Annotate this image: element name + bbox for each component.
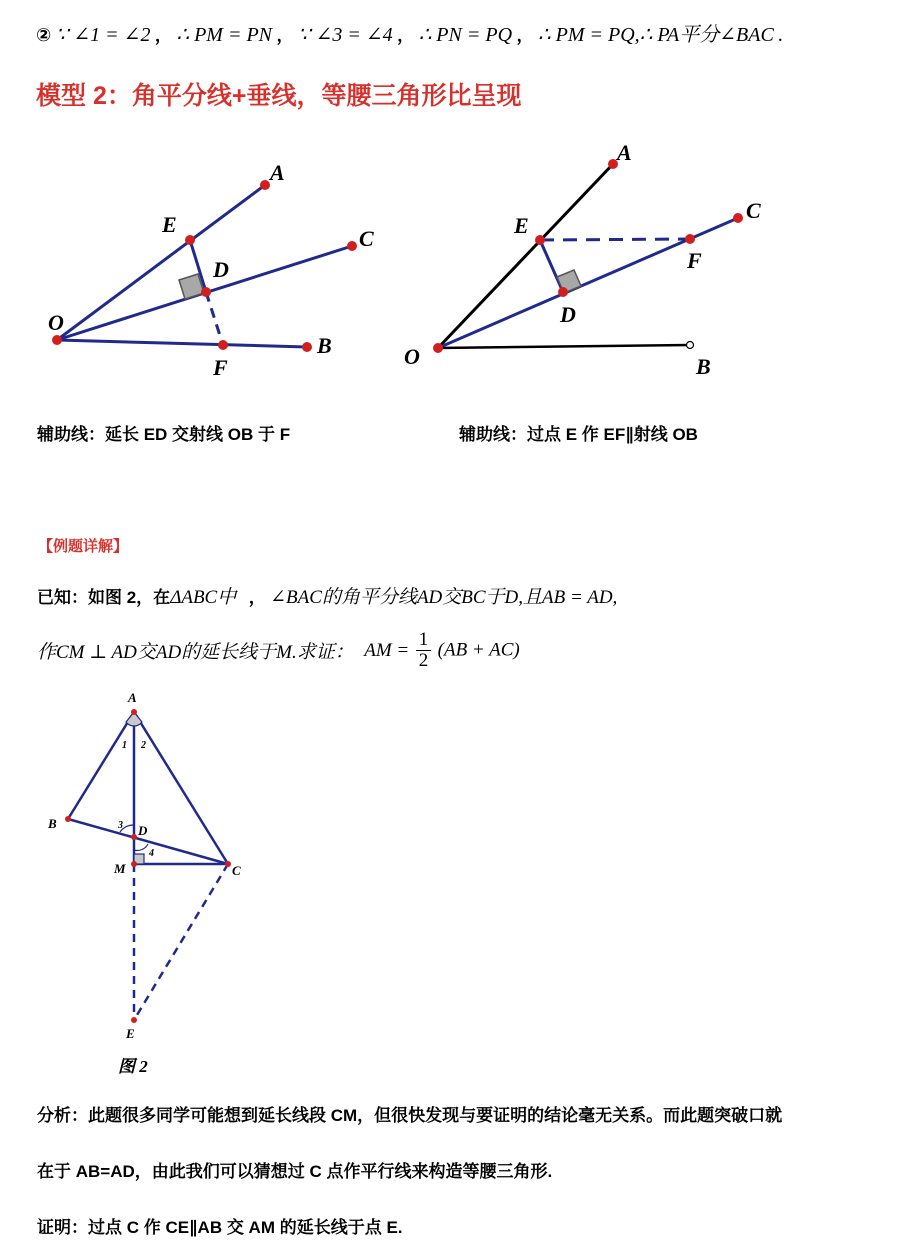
- label-f: F: [213, 355, 228, 380]
- circled-marker: ②: [36, 25, 52, 45]
- construct-line: [37, 630, 520, 671]
- given-lead: 已知：如图 2，在: [37, 588, 171, 607]
- point-d: [558, 287, 568, 297]
- prove-lhs: AM =: [364, 639, 410, 661]
- dashed-ef: [540, 239, 690, 240]
- prove-rhs: (AB + AC): [437, 639, 520, 661]
- endpoint-b: [687, 342, 694, 349]
- label-c: C: [746, 198, 761, 223]
- caption-right: 辅助线：过点 E 作 EF∥射线 OB: [459, 425, 698, 444]
- label-angle-3: 3: [118, 820, 123, 831]
- point-c: [347, 241, 357, 251]
- point-e: [185, 235, 195, 245]
- label-b: B: [696, 354, 711, 379]
- figure2-caption: 图 2: [118, 1057, 148, 1076]
- angle-arc-4: [134, 844, 148, 850]
- label-a: A: [270, 160, 285, 185]
- example-heading: 【例题详解】: [38, 538, 129, 555]
- point-f: [685, 234, 695, 244]
- label-b: B: [317, 333, 332, 358]
- given-line: [37, 582, 617, 609]
- point-e: [131, 1017, 137, 1023]
- construct-text: 作CM ⊥ AD交AD的延长线于M.求证：: [37, 642, 354, 663]
- reasoning-line: [36, 18, 783, 47]
- point-m: [131, 861, 137, 867]
- sep-comma: ，: [397, 26, 415, 45]
- label-b: B: [48, 816, 57, 831]
- label-d: D: [213, 257, 229, 282]
- ray-oa: [57, 185, 265, 340]
- dashed-df: [206, 292, 223, 345]
- label-o: O: [48, 310, 64, 335]
- label-d: D: [138, 823, 148, 838]
- point-c: [733, 213, 743, 223]
- label-a: A: [128, 690, 137, 705]
- step-pn-eq-pq: ∴ PN = PQ: [418, 24, 513, 46]
- fraction-one-half: [416, 630, 432, 671]
- dashed-ce: [134, 864, 228, 1020]
- label-e: E: [514, 213, 529, 238]
- model2-title: 模型 2：角平分线+垂线，等腰三角形比呈现: [36, 82, 522, 110]
- point-e: [535, 235, 545, 245]
- given-triangle: ΔABC中: [170, 587, 237, 608]
- figure-left-diagram: [30, 140, 410, 390]
- point-d: [131, 834, 137, 840]
- label-f: F: [687, 248, 702, 273]
- ray-ob: [57, 340, 307, 347]
- sep-comma: ，: [154, 26, 172, 45]
- label-m: M: [114, 861, 126, 876]
- figure-right-diagram: [400, 140, 790, 390]
- label-angle-4: 4: [149, 848, 154, 859]
- point-o: [52, 335, 62, 345]
- point-d: [201, 287, 211, 297]
- label-a: A: [617, 140, 632, 165]
- analysis-line-2: 在于 AB=AD，由此我们可以猜想过 C 点作平行线来构造等腰三角形.: [37, 1162, 553, 1181]
- label-e: E: [162, 212, 177, 237]
- label-angle-1: 1: [122, 740, 127, 751]
- sep-comma: ，: [276, 26, 294, 45]
- point-o: [433, 343, 443, 353]
- fraction-numerator: 1: [416, 630, 432, 651]
- ray-oa: [438, 164, 613, 348]
- point-b: [302, 342, 312, 352]
- segment-ab: [68, 712, 134, 819]
- proof-line: 证明：过点 C 作 CE∥AB 交 AM 的延长线于点 E.: [37, 1218, 403, 1237]
- ray-ob: [438, 345, 690, 348]
- analysis-line-1: 分析：此题很多同学可能想到延长线段 CM，但很快发现与要证明的结论毫无关系。而此题突破口就: [37, 1106, 783, 1125]
- sep-comma: ，: [516, 26, 534, 45]
- point-a: [260, 180, 270, 190]
- label-angle-2: 2: [141, 740, 146, 751]
- fraction-denominator: 2: [418, 650, 429, 671]
- step-conclusion: ∴ PM = PQ,∴ PA平分∠BAC: [537, 24, 774, 46]
- point-f: [218, 340, 228, 350]
- label-o: O: [404, 344, 420, 369]
- point-c: [225, 861, 231, 867]
- step-angle1-eq-angle2: ∵ ∠1 = ∠2: [55, 24, 151, 46]
- given-comma: ，: [248, 588, 266, 607]
- label-d: D: [560, 302, 576, 327]
- step-period: .: [778, 24, 784, 46]
- figure2-diagram: [40, 682, 255, 1082]
- label-c: C: [359, 226, 374, 251]
- label-e: E: [126, 1026, 135, 1041]
- step-angle3-eq-angle4: ∵ ∠3 = ∠4: [297, 24, 393, 46]
- point-b: [65, 816, 71, 822]
- given-condition: ∠BAC的角平分线AD交BC于D,且AB = AD,: [270, 587, 618, 608]
- step-pm-eq-pn: ∴ PM = PN: [176, 24, 273, 46]
- label-c: C: [232, 863, 241, 878]
- point-a: [131, 709, 137, 715]
- caption-left: 辅助线：延长 ED 交射线 OB 于 F: [37, 425, 291, 444]
